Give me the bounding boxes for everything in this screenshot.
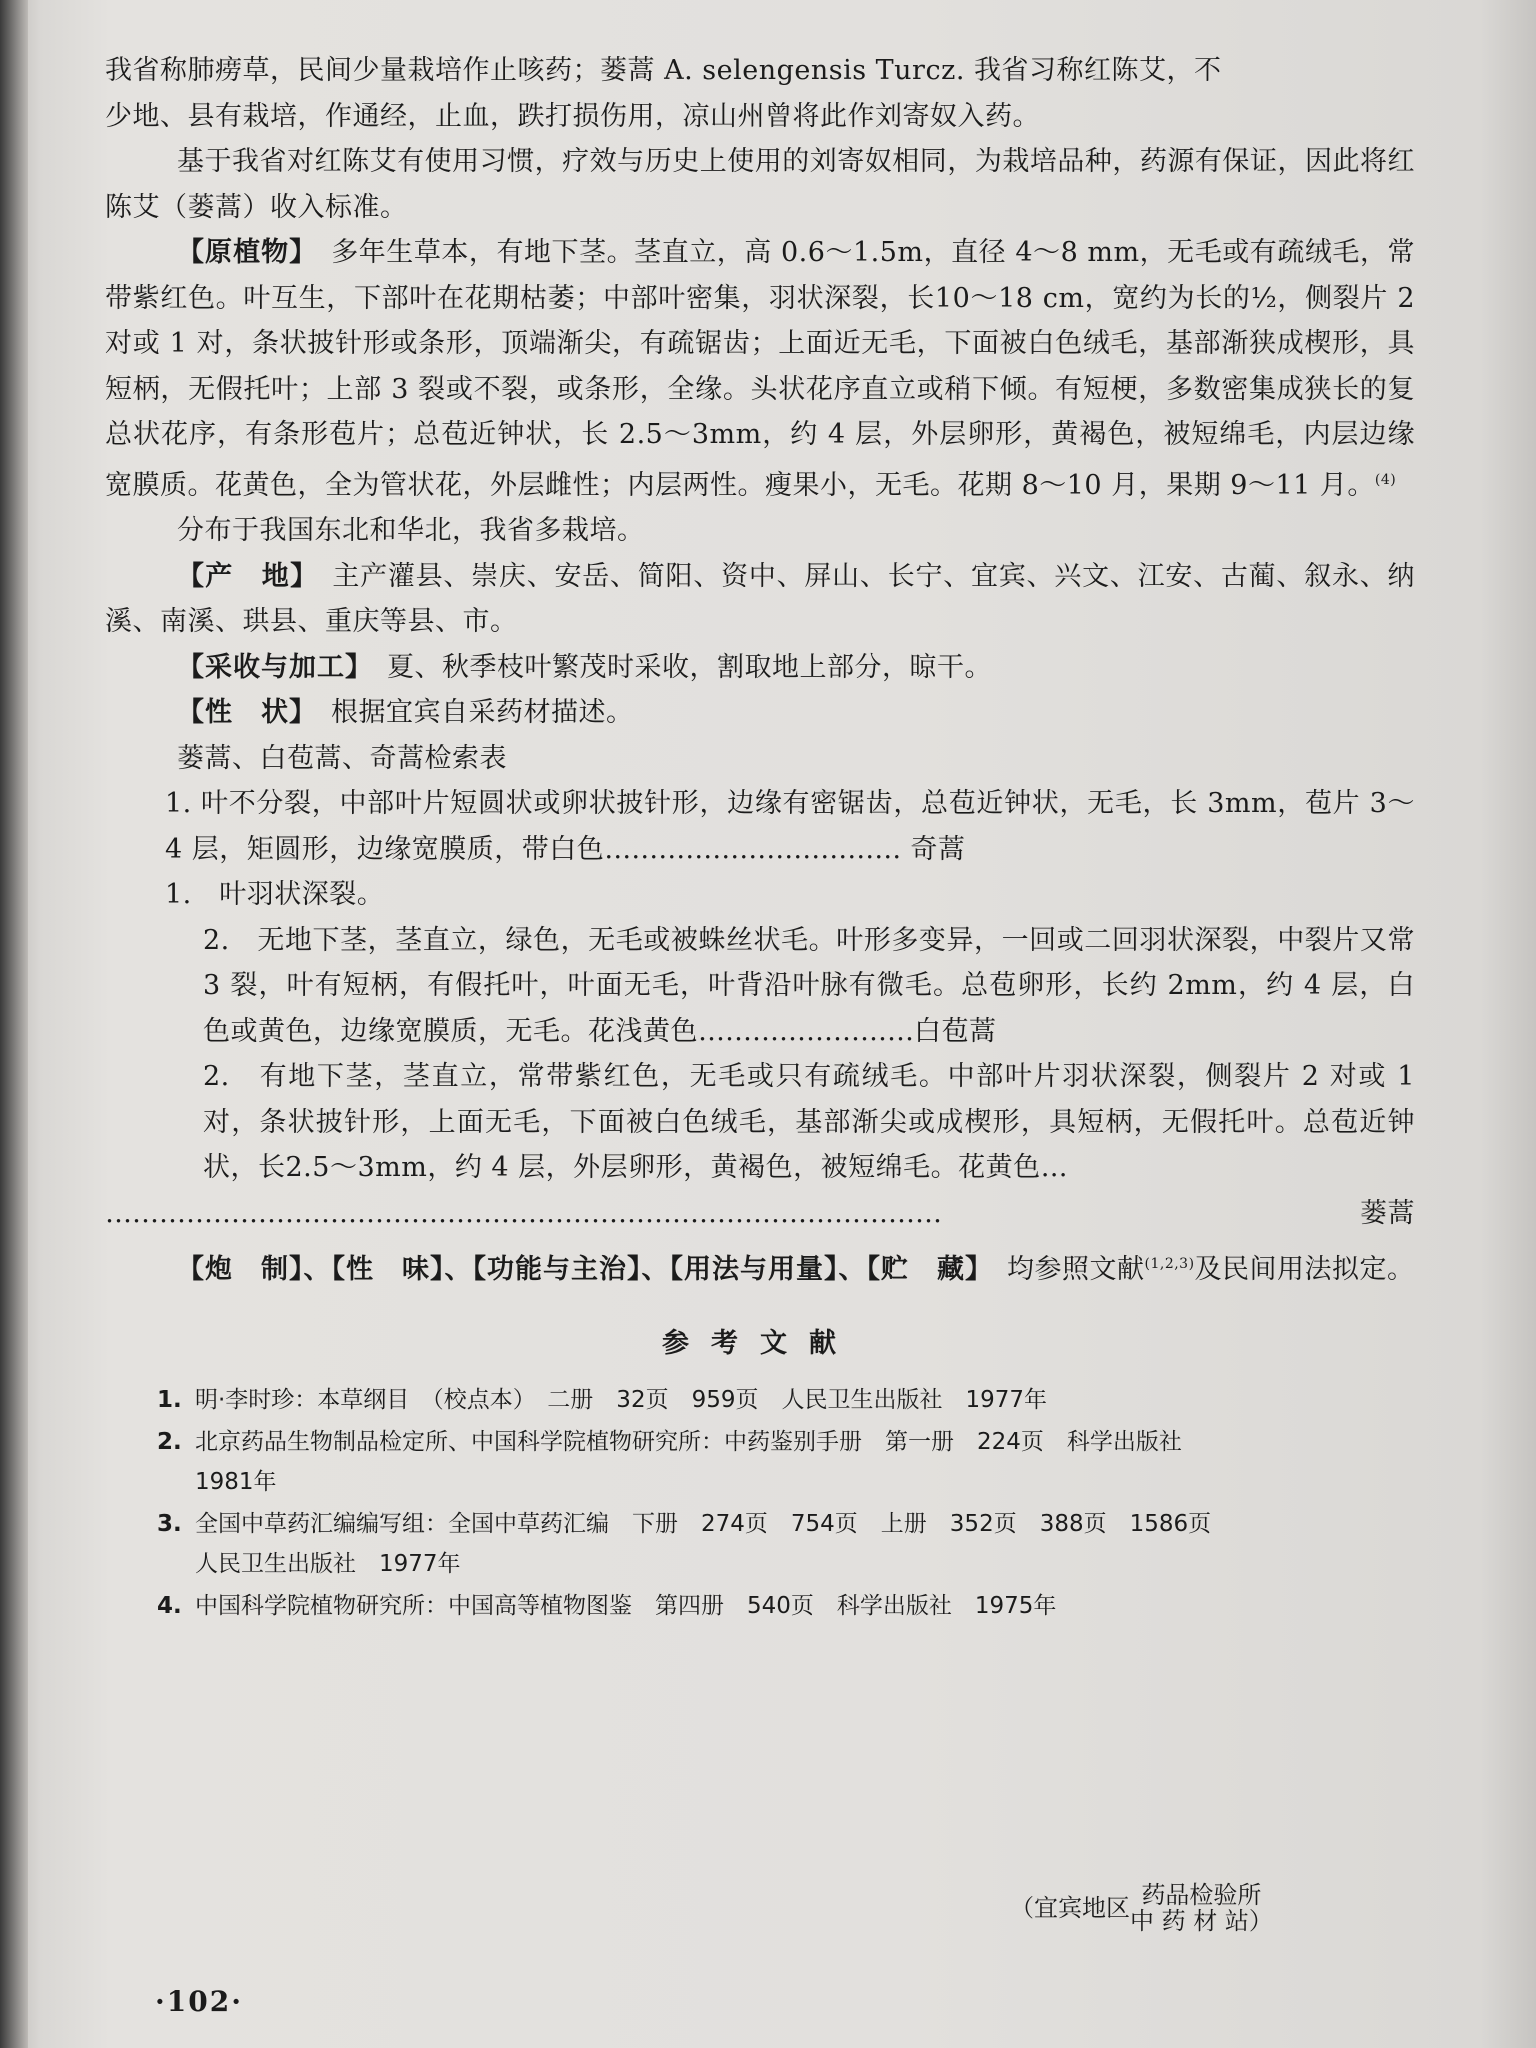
plant-section (105, 230, 1415, 508)
origin-text: 主产灌县、崇庆、安岳、简阳、资中、屏山、长宁、宜宾、兴文、江安、古蔺、叙永、纳溪、南溪、珙县、重庆等县、市。 (105, 560, 1416, 637)
reference-text-continued: 1981年 (195, 1468, 277, 1495)
character-section (105, 690, 1415, 736)
reference-number: 3. (157, 1510, 182, 1537)
signature-block (1130, 1882, 1273, 1934)
book-spine-shadow (0, 0, 28, 2048)
references-title: 参考文献 (662, 1327, 858, 1359)
reference-item (157, 1380, 1415, 1420)
reference-item (157, 1504, 1415, 1584)
reference-text: 北京药品生物制品检定所、中国科学院植物研究所：中药鉴别手册 第一册 224页 科学出版社 (195, 1428, 1182, 1455)
page-content (105, 48, 1415, 1628)
signature-prefix: （宜宾地区 (1010, 1894, 1130, 1922)
harvest-header: 【采收与加工】 (177, 651, 373, 683)
distribution-text: 分布于我国东北和华北，我省多栽培。 (177, 515, 645, 546)
key-item-2b (105, 1054, 1415, 1191)
key-item-1-result: 奇蒿 (910, 833, 966, 865)
character-header: 【性 状】 (177, 697, 317, 728)
key-item-1b: 1. 叶羽状深裂。 (165, 879, 385, 910)
key-item-2a-text: 2. 无地下茎，茎直立，绿色，无毛或被蛛丝状毛。叶形多变异，一回或二回羽状深裂，中裂片又常 3 裂，叶有短柄，有假托叶，叶面无毛，叶背沿叶脉有微毛。总苞卵形，长约 2mm，约 4 层，白色或黄色，边缘宽膜质，无毛。花浅黄色 (203, 924, 1415, 1047)
key-item-2b-dotline (105, 1191, 1415, 1237)
intro-line-1: 我省称肺痨草，民间少量栽培作止咳药；蒌蒿 A. selengensis Turcz. 我省习称红陈艾，不 (105, 55, 1222, 86)
reference-text: 明·李时珍：本草纲目 （校点本） 二册 32页 959页 人民卫生出版社 1977年 (195, 1386, 1048, 1413)
intro-line-2: 少地、县有栽培，作通经，止血，跌打损伤用，凉山州曾将此作刘寄奴入药。 (105, 100, 1040, 132)
key-item-2a-result: 白苞蒿 (914, 1015, 997, 1047)
intro-paragraph-2: 基于我省对红陈艾有使用习惯，疗效与历史上使用的刘寄奴相同，为栽培品种，药源有保证，因此将红陈艾（蒌蒿）收入标准。 (105, 146, 1415, 223)
key-item-1-text: 1. 叶不分裂，中部叶片短圆状或卵状披针形，边缘有密锯齿，总苞近钟状，无毛，长 3mm，苞片 3～4 层，矩圆形，边缘宽膜质，带白色 (165, 788, 1415, 865)
reference-number: 4. (157, 1592, 182, 1619)
reference-text: 中国科学院植物研究所：中国高等植物图鉴 第四册 540页 科学出版社 1975年 (195, 1592, 1057, 1619)
key-item-2a (105, 918, 1415, 1055)
reference-item (157, 1586, 1415, 1626)
page-number: ·102· (155, 1985, 243, 2018)
harvest-section (105, 645, 1415, 691)
key-item-1 (105, 781, 1415, 872)
reference-text: 全国中草药汇编编写组：全国中草药汇编 下册 274页 754页 上册 352页 388页 1586页 (195, 1510, 1212, 1537)
key-item-2b-dots: ………………………………………………………………………………… (105, 1197, 942, 1229)
plant-text: 多年生草本，有地下茎。茎直立，高 0.6～1.5m，直径 4～8 mm，无毛或有疏绒毛，常带紫红色。叶互生，下部叶在花期枯萎；中部叶密集，羽状深裂，长10～18 cm，宽约为长的½，侧裂片 2 对或 1 对，条状披针形或条形，顶端渐尖，有疏锯齿；上面近无毛，下面被白色绒毛，基部渐狭成楔形，具短柄，无假托叶；上部 3 裂或不裂，或条形，全缘。头状花序直立或稍下倾。有短梗，多数密集成狭长的复总状花序，有条形苞片；总苞近钟状，长 2.5～3mm，约 4 层，外层卵形，黄褐色，被短绵毛，内层边缘宽膜质。花黄色，全为管状花，外层雌性；内层两性。瘦果小，无毛。花期 8～10 月，果期 9～11 月。 (105, 237, 1415, 501)
plant-ref: (4) (1374, 471, 1397, 488)
reference-item (157, 1422, 1415, 1502)
key-item-2b-text: 2. 有地下茎，茎直立，常带紫红色，无毛或只有疏绒毛。中部叶片羽状深裂，侧裂片 2 对或 1 对，条状披针形，上面无毛，下面被白色绒毛，基部渐尖或成楔形，具短柄，无假托叶。总苞近钟状，长2.5～3mm，约 4 层，外层卵形，黄褐色，被短绵毛。花黄色… (203, 1061, 1415, 1183)
harvest-text: 夏、秋季枝叶繁茂时采收，割取地上部分，晾干。 (387, 651, 992, 683)
key-item-2a-dots: …………………… (698, 1015, 914, 1047)
processing-refs: (1,2,3) (1144, 1256, 1195, 1272)
processing-text-2: 及民间用法拟定。 (1194, 1254, 1415, 1285)
key-title: 蒌蒿、白苞蒿、奇蒿检索表 (177, 742, 507, 774)
key-item-1-dots: …………………………… (604, 833, 902, 865)
signature-line-2: 中 药 材 站） (1130, 1907, 1273, 1935)
reference-number: 2. (157, 1428, 182, 1455)
plant-header: 【原植物】 (177, 237, 318, 268)
character-text: 根据宜宾自采药材描述。 (331, 697, 634, 728)
author-signature (1010, 1882, 1273, 1934)
reference-text-continued: 人民卫生出版社 1977年 (195, 1550, 461, 1577)
reference-number: 1. (157, 1386, 182, 1413)
processing-text: 均参照文献 (1007, 1254, 1145, 1285)
origin-section (105, 554, 1415, 645)
origin-header: 【产 地】 (177, 560, 319, 592)
key-item-2b-result: 蒌蒿 (1360, 1197, 1415, 1229)
processing-headers: 【炮 制】、【性 味】、【功能与主治】、【用法与用量】、【贮 藏】 (177, 1254, 993, 1285)
signature-line-1: 药品检验所 (1141, 1881, 1262, 1909)
references-list (105, 1380, 1415, 1626)
processing-section (105, 1242, 1415, 1293)
